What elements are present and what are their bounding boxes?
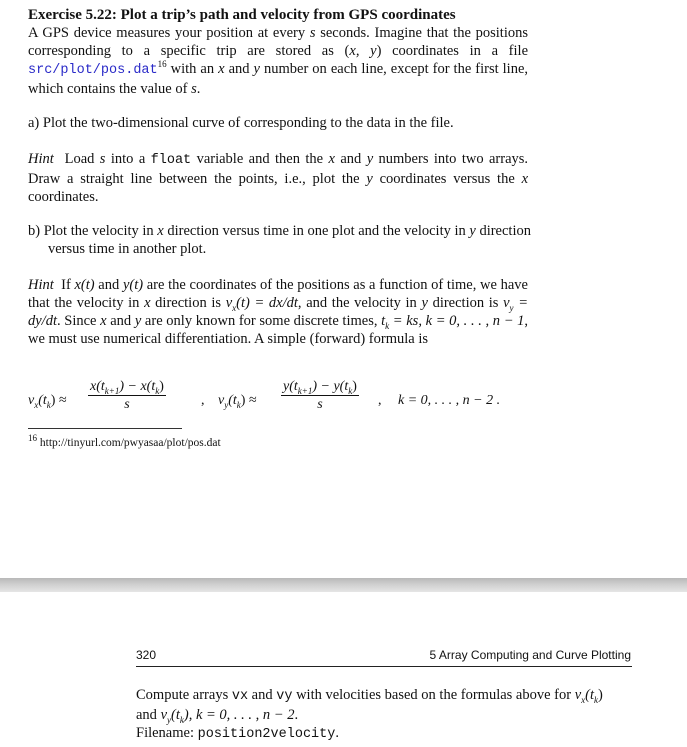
vx-lhs: $v_x(t_k)$ ≈ <box>28 393 67 410</box>
footnote-url[interactable]: http://tinyurl.com/pwyasaa/plot/pos.dat <box>39 437 221 449</box>
formula-comma-1: , <box>201 393 205 408</box>
exercise-intro: A GPS device measures your position at every s seconds. Imagine that the positions corresponding to a specific trip are stored as (x, y) coordinates in a file src/plot/pos.dat$^{16}$ with an x and y number on each line, except for the first line, which contains the value of s. <box>28 25 529 97</box>
footnote-ref[interactable]: 16 <box>157 59 167 70</box>
footnote: $^{16}$ http://tinyurl.com/pwyasaa/plot/pos.dat <box>28 433 221 449</box>
vy-fraction <box>281 378 359 413</box>
part-b: b) Plot the velocity in x direction versus time in one plot and the velocity in y direction versus time in another plot. <box>28 223 531 257</box>
formula-comma-2: , <box>378 393 382 408</box>
part-c-text: Compute arrays vx and vy with velocities based on the formulas above for $v_x(t_k)$ and $v_y(t_k)$, k = 0, . . . , n − 2. Filename: position2velocity. <box>136 687 603 742</box>
vx-denominator: s <box>124 397 130 412</box>
filename-label: Filename: <box>136 725 198 741</box>
vy-denominator: s <box>317 397 323 412</box>
vx-fraction <box>88 378 166 413</box>
difference-formula <box>28 378 548 422</box>
index-range: k = 0, . . . , n − 2 . <box>398 393 501 408</box>
filename: position2velocity <box>197 727 336 742</box>
page-lower <box>0 592 687 747</box>
vx-numerator: $x(t_{k+1}) - x(t_k)$ <box>90 379 164 396</box>
file-path-link[interactable]: src/plot/pos.dat <box>28 63 158 78</box>
chapter-heading: 5 Array Computing and Curve Plotting <box>429 648 631 662</box>
hint-a: Hint Load s into a float variable and then the x and y numbers into two arrays. Draw a straight line between the points, i.e., plot the y coordinates versus the x coordinates. <box>28 151 529 205</box>
page-number: 320 <box>136 648 157 662</box>
part-a: a) Plot the two-dimensional curve of corresponding to the data in the file. <box>28 115 454 131</box>
footnote-rule <box>28 428 182 429</box>
header-rule <box>136 666 632 667</box>
vy-lhs: $v_y(t_k)$ ≈ <box>218 393 257 410</box>
vy-numerator: $y(t_{k+1}) - y(t_k)$ <box>283 379 357 396</box>
exercise-title: Exercise 5.22: Plot a trip’s path and velocity from GPS coordinates <box>28 7 456 23</box>
hint-b: Hint If x(t) and y(t) are the coordinates of the positions as a function of time, we have that the velocity in x direction is $v_x(t) = dx/dt$, and the velocity in y direction is $v_y = dy/dt$. Since x and y are only known for some discrete times, $t_k$ = ks, k = 0, . . . , n − 1, we must use numerical differentiation. A simple (forward) formula is <box>28 277 529 347</box>
page-separator <box>0 578 687 592</box>
